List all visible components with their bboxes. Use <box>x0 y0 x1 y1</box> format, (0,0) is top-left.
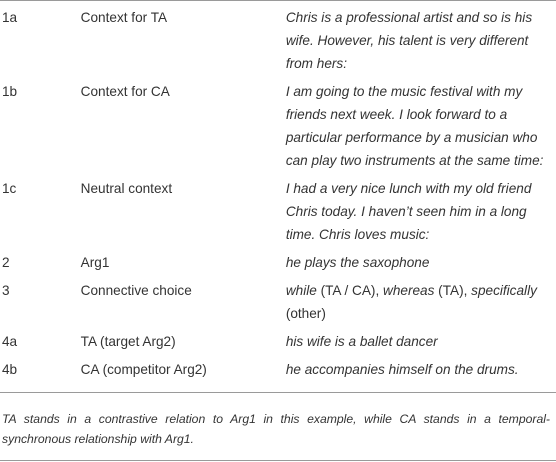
row-example: he plays the saxophone <box>285 255 430 270</box>
connective-note: (other) <box>285 306 326 321</box>
row-id: 4a <box>2 334 18 349</box>
row-example: his wife is a ballet dancer <box>285 334 438 349</box>
footnote-divider <box>0 460 556 461</box>
connective-specifically: specifically <box>471 283 537 298</box>
row-id: 4b <box>2 362 18 377</box>
connective-note: (TA / CA), <box>316 283 384 298</box>
connective-whereas: whereas <box>383 283 435 298</box>
row-example-connectives <box>286 274 556 325</box>
row-id: 1b <box>2 84 18 99</box>
connective-note: (TA), <box>434 283 472 298</box>
row-example: I had a very nice lunch with my old friend Chris today. I haven’t seen him in a long time. Chris loves music: <box>285 181 532 242</box>
row-condition: Connective choice <box>80 283 192 298</box>
table-row <box>0 325 556 353</box>
table-row <box>0 353 556 393</box>
row-id: 1a <box>2 10 18 25</box>
row-condition: Context for TA <box>80 10 168 25</box>
row-condition: Context for CA <box>80 84 170 99</box>
row-example: I am going to the music festival with my friends next week. I look forward to a particular performance by a musician who can play two instruments at the same time: <box>285 84 544 168</box>
connective-while: while <box>285 283 317 298</box>
row-example: he accompanies himself on the drums. <box>285 362 519 377</box>
row-condition: Neutral context <box>80 181 173 196</box>
table-row <box>0 1 556 76</box>
row-condition: TA (target Arg2) <box>80 334 176 349</box>
row-id: 3 <box>2 283 10 298</box>
row-condition: CA (competitor Arg2) <box>80 362 207 377</box>
row-example: Chris is a professional artist and so is his wife. However, his talent is very different from hers: <box>285 10 533 71</box>
table-footnote: TA stands in a contrastive relation to Arg1 in this example, while CA stands in a temporal-synchronous relationship with Arg1. <box>2 412 550 446</box>
row-condition: Arg1 <box>80 255 110 270</box>
row-id: 1c <box>2 181 17 196</box>
row-id: 2 <box>2 255 10 270</box>
table-row <box>0 172 556 246</box>
table-row <box>0 274 556 325</box>
table-row <box>0 75 556 172</box>
table-row <box>0 246 556 274</box>
